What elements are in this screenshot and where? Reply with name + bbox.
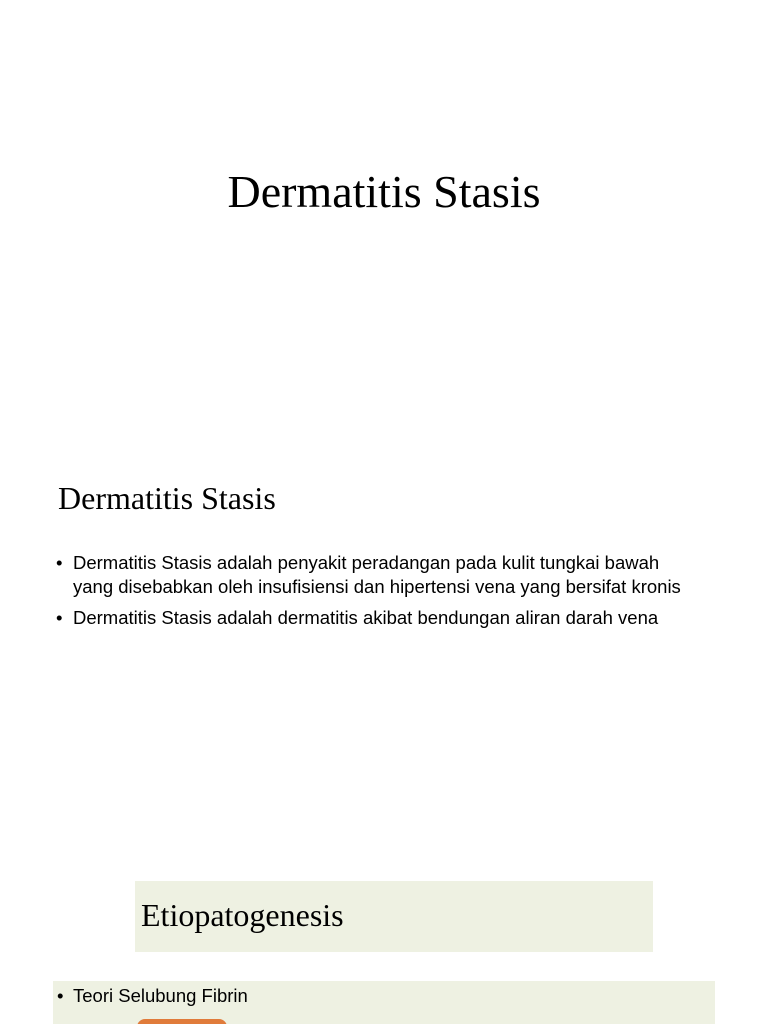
bullet-icon: •: [56, 607, 63, 628]
bullet-text: Teori Selubung Fibrin: [73, 985, 248, 1006]
orange-diagram-shape: [137, 1019, 227, 1024]
etiopatogenesis-heading-box: [135, 881, 653, 952]
etiopatogenesis-heading: Etiopatogenesis: [141, 897, 344, 933]
bullet-icon: •: [56, 552, 63, 573]
list-item: [57, 984, 248, 1008]
bullet-text: Dermatitis Stasis adalah penyakit peradangan pada kulit tungkai bawah yang disebabkan oleh insufisiensi dan hipertensi vena yang bersifat kronis: [73, 552, 681, 597]
bullet-icon: •: [57, 985, 64, 1006]
bullet-text: Dermatitis Stasis adalah dermatitis akibat bendungan aliran darah vena: [73, 607, 659, 628]
list-item: [56, 606, 696, 630]
list-item: [56, 551, 696, 598]
definition-bullet-list: [56, 551, 696, 638]
theory-content-box: [53, 981, 715, 1024]
slide-title: Dermatitis Stasis: [227, 166, 541, 217]
section-heading: Dermatitis Stasis: [58, 480, 276, 516]
